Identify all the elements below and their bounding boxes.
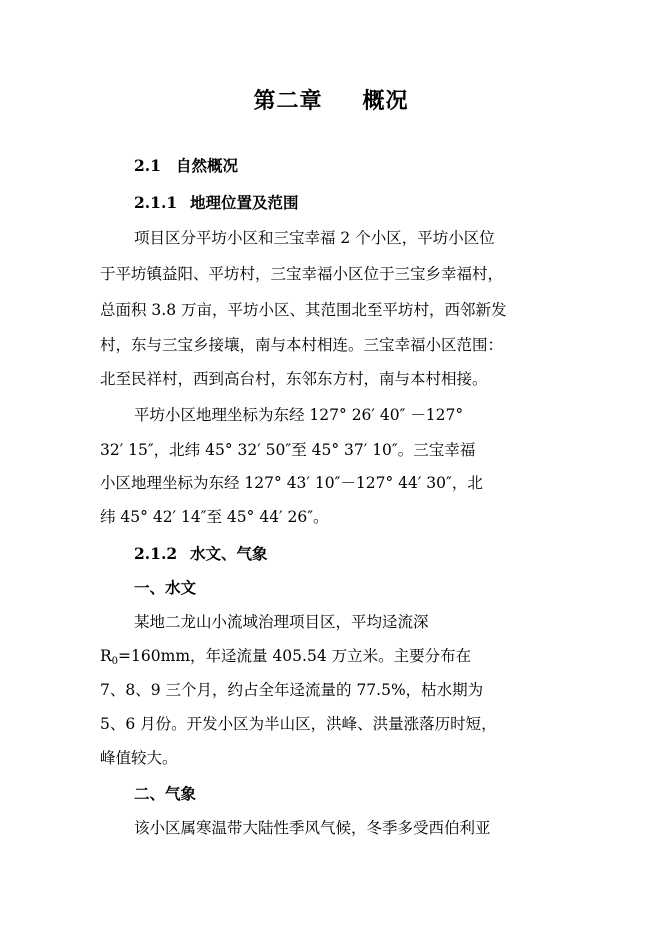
paragraph-line: 7、8、9 三个月，约占全年迳流量的 77.5%，枯水期为 bbox=[100, 681, 484, 699]
paragraph-line: 北至民祥村，西到高台村，东邻东方村，南与本村相接。 bbox=[100, 370, 488, 388]
paragraph-line: 32′ 15″，北纬 45° 32′ 50″至 45° 37′ 10″。三宝幸福 bbox=[100, 441, 476, 459]
section-title: 自然概况 bbox=[176, 156, 239, 175]
subsection-title: 地理位置及范围 bbox=[190, 193, 299, 212]
section-number: 2.1 bbox=[134, 156, 161, 175]
paragraph-line: 项目区分平坊小区和三宝幸福 2 个小区，平坊小区位 bbox=[134, 229, 495, 247]
paragraph-line: 某地二龙山小流域治理项目区，平均迳流深 bbox=[134, 613, 429, 631]
runoff-text: =160mm，年迳流量 405.54 万立米。主要分布在 bbox=[118, 647, 472, 665]
paragraph-line: 5、6 月份。开发小区为半山区，洪峰、洪量涨落历时短， bbox=[100, 715, 497, 733]
runoff-subscript: 0 bbox=[111, 656, 119, 667]
chapter-name: 概况 bbox=[362, 88, 409, 114]
subsection-number: 2.1.1 bbox=[134, 193, 178, 212]
chapter-number: 第二章 bbox=[253, 88, 323, 114]
section-heading bbox=[134, 154, 238, 176]
subsection-heading-hydro-climate bbox=[134, 542, 268, 564]
paragraph-line: 该小区属寒温带大陆性季风气候，冬季多受西伯利亚 bbox=[134, 819, 491, 837]
hydrology-heading: 一、水文 bbox=[134, 578, 197, 597]
chapter-title bbox=[0, 84, 662, 115]
paragraph-line: 总面积 3.8 万亩，平坊小区、其范围北至平坊村，西邻新发 bbox=[100, 301, 507, 319]
paragraph-line: 峰值较大。 bbox=[100, 749, 178, 767]
paragraph-line: 村，东与三宝乡接壤，南与本村相连。三宝幸福小区范围： bbox=[100, 336, 504, 354]
runoff-symbol: R bbox=[100, 647, 112, 665]
climate-heading: 二、气象 bbox=[134, 784, 197, 803]
paragraph-line: 小区地理坐标为东经 127° 43′ 10″－127° 44′ 30″，北 bbox=[100, 474, 483, 492]
paragraph-line bbox=[100, 646, 570, 672]
paragraph-line: 平坊小区地理坐标为东经 127° 26′ 40″ －127° bbox=[134, 406, 464, 424]
subsection-heading-location bbox=[134, 191, 299, 213]
paragraph-line: 于平坊镇益阳、平坊村，三宝幸福小区位于三宝乡幸福村， bbox=[100, 265, 504, 283]
paragraph-line: 纬 45° 42′ 14″至 45° 44′ 26″。 bbox=[100, 508, 329, 526]
subsection-number: 2.1.2 bbox=[134, 544, 178, 563]
subsection-title: 水文、气象 bbox=[190, 544, 268, 563]
